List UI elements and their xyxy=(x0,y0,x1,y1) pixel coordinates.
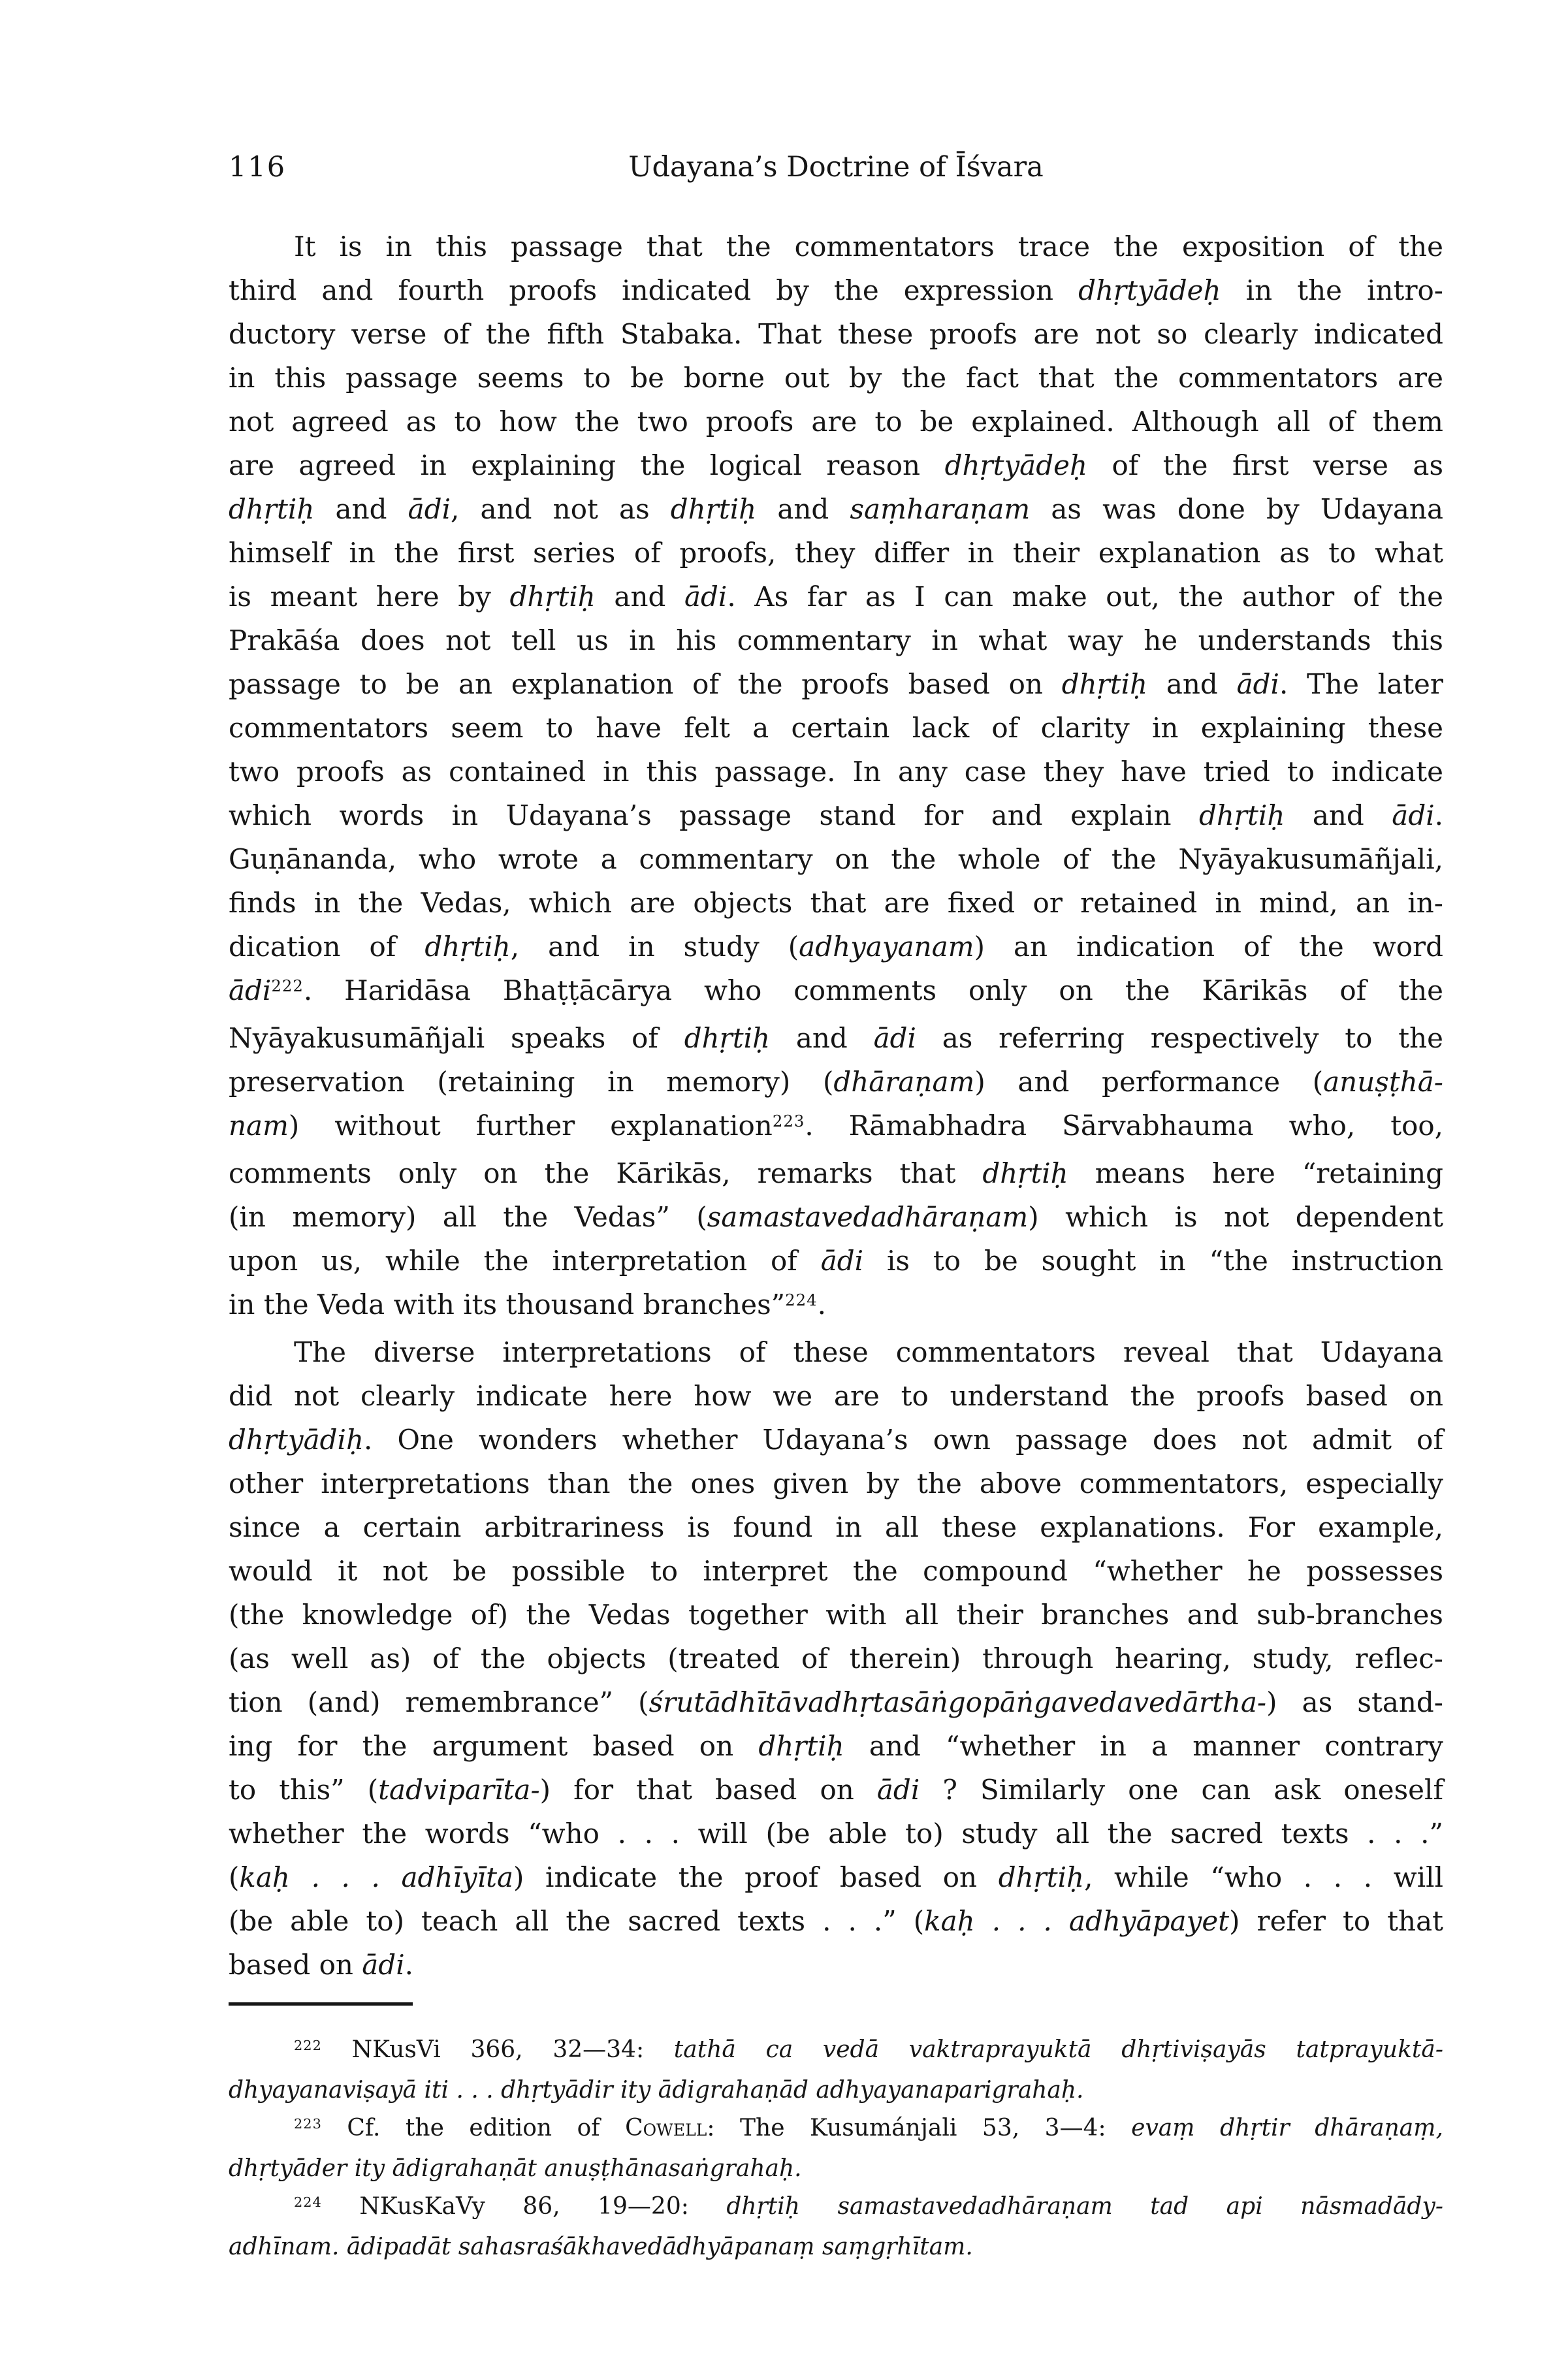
italic-run: tadviparīta- xyxy=(378,1774,540,1806)
text-line xyxy=(229,1330,1443,1374)
text-run: in the Veda with its thousand branches” xyxy=(229,1289,786,1321)
italic-run: dhṛtyādiḥ xyxy=(229,1424,364,1456)
text-run: of the first verse as xyxy=(1087,449,1444,481)
text-run: tion (and) remembrance” ( xyxy=(229,1686,649,1718)
footnote-separator xyxy=(229,2002,413,2006)
text-run: . Rāmabhadra Sārvabhauma who, too, xyxy=(805,1110,1443,1142)
text-line xyxy=(229,969,1443,1016)
text-run: . xyxy=(404,1949,413,1981)
italic-run: dhṛtiḥ xyxy=(670,493,757,525)
text-run: : The Kusumánjali 53, 3—4: xyxy=(707,2115,1132,2141)
text-line xyxy=(229,2150,1443,2188)
text-line xyxy=(229,1812,1443,1855)
text-run: other interpretations than the ones given by the above commentators, especially xyxy=(229,1467,1443,1499)
text-run: did not clearly indicate here how we are to understand the proofs based on xyxy=(229,1380,1443,1412)
italic-run: evaṃ dhṛtir dhāraṇaṃ, xyxy=(1131,2115,1443,2141)
text-run: preservation (retaining in memory) ( xyxy=(229,1066,834,1098)
text-line xyxy=(229,356,1443,400)
text-line xyxy=(229,1418,1443,1462)
text-run: in the intro- xyxy=(1221,274,1443,306)
text-run: as referring respectively to the xyxy=(916,1022,1443,1054)
text-run: ) as stand- xyxy=(1266,1686,1443,1718)
italic-run: kaḥ . . . adhīyīta xyxy=(239,1861,513,1893)
text-run: . Haridāsa Bhaṭṭācārya who comments only on the Kārikās of the xyxy=(303,974,1443,1006)
text-line xyxy=(229,2072,1443,2109)
text-run: and xyxy=(595,581,684,613)
text-run: means here “retaining xyxy=(1068,1157,1444,1189)
italic-run: dhṛtiḥ samastavedadhāraṇam tad api nāsmadādy- xyxy=(726,2193,1443,2220)
italic-run: dhṛtiḥ xyxy=(998,1861,1085,1893)
text-run: since a certain arbitrariness is found in all these explanations. For example, xyxy=(229,1511,1443,1543)
text-run: Guṇānanda, who wrote a commentary on the whole of the Nyāyakusumāñjali, xyxy=(229,843,1443,875)
text-run: which words in Udayana’s passage stand for and explain xyxy=(229,799,1199,831)
text-run: and xyxy=(770,1022,874,1054)
text-line xyxy=(229,793,1443,837)
text-line xyxy=(229,1195,1443,1239)
text-run: The diverse interpretations of these commentators reveal that Udayana xyxy=(294,1336,1443,1368)
italic-run: ādi xyxy=(229,974,272,1006)
text-line xyxy=(229,268,1443,312)
italic-run: dhyayanaviṣayā iti . . . dhṛtyādir ity ādigrahaṇād adhyayanaparigrahaḥ. xyxy=(229,2077,1084,2104)
text-run: . As far as I can make out, the author of the xyxy=(727,581,1443,613)
text-run: (be able to) teach all the sacred texts . . .” ( xyxy=(229,1905,925,1937)
italic-run: ādi xyxy=(1236,668,1279,700)
footnote xyxy=(229,2031,1443,2109)
paragraph xyxy=(229,225,1443,1330)
text-run: finds in the Vedas, which are objects that are fixed or retained in mind, an in- xyxy=(229,887,1443,919)
text-line xyxy=(229,575,1443,618)
text-line xyxy=(229,1374,1443,1418)
text-line xyxy=(229,662,1443,706)
italic-run: adhyayanam xyxy=(799,931,974,963)
text-run: based on xyxy=(229,1949,362,1981)
text-line xyxy=(229,1462,1443,1505)
running-title: Udayana’s Doctrine of Īśvara xyxy=(628,151,1044,184)
page-number: 116 xyxy=(229,151,287,184)
text-run: . The later xyxy=(1279,668,1443,700)
text-run: (in memory) all the Vedas” ( xyxy=(229,1201,707,1233)
text-run: Cf. the edition of xyxy=(321,2115,626,2141)
footnote-ref: 223 xyxy=(294,2115,322,2132)
paragraph xyxy=(229,1330,1443,1987)
text-line xyxy=(229,400,1443,443)
text-run: Nyāyakusumāñjali speaks of xyxy=(229,1022,684,1054)
text-run: would it not be possible to interpret the compound “whether he possesses xyxy=(229,1555,1443,1587)
text-line xyxy=(229,1724,1443,1768)
footnote xyxy=(229,2188,1443,2266)
footnote-ref: 224 xyxy=(294,2194,322,2210)
italic-run: ādi xyxy=(362,1949,405,1981)
footnote-ref: 224 xyxy=(785,1290,818,1309)
text-run: is meant here by xyxy=(229,581,510,613)
text-line xyxy=(229,2109,1443,2150)
text-run: . xyxy=(1434,799,1443,831)
page-header xyxy=(229,148,1443,187)
text-line xyxy=(229,1899,1443,1943)
text-run: NKusVi 366, 32—34: xyxy=(321,2036,674,2063)
text-line xyxy=(229,1283,1443,1330)
footnote-ref: 223 xyxy=(772,1111,805,1130)
text-run: (the knowledge of) the Vedas together with all their branches and sub-branches xyxy=(229,1599,1443,1631)
text-run: as was done by Udayana xyxy=(1030,493,1443,525)
text-run: ) indicate the proof based on xyxy=(513,1861,999,1893)
text-run: himself in the first series of proofs, they differ in their explanation as to what xyxy=(229,537,1443,569)
text-run: third and fourth proofs indicated by the expression xyxy=(229,274,1079,306)
italic-run: samastavedadhāraṇam xyxy=(707,1201,1029,1233)
text-run: , while “who . . . will xyxy=(1084,1861,1443,1893)
text-line xyxy=(229,1593,1443,1637)
text-run: is to be sought in “the instruction xyxy=(863,1245,1444,1277)
italic-run: nam xyxy=(229,1110,289,1142)
italic-run: ādi xyxy=(1392,799,1435,831)
italic-run: ādi xyxy=(684,581,728,613)
text-line xyxy=(229,1104,1443,1151)
text-run: , and in study ( xyxy=(510,931,799,963)
text-line xyxy=(229,1016,1443,1060)
text-run: ductory verse of the fifth Stabaka. That these proofs are not so clearly indicated xyxy=(229,318,1443,350)
text-run: commentators seem to have felt a certain lack of clarity in explaining these xyxy=(229,712,1443,744)
text-run: in this passage seems to be borne out by the fact that the commentators are xyxy=(229,362,1443,394)
text-line xyxy=(229,618,1443,662)
italic-run: dhṛtiḥ xyxy=(982,1157,1068,1189)
text-run: ) for that based on xyxy=(539,1774,877,1806)
text-line xyxy=(229,706,1443,750)
text-run: ) without further explanation xyxy=(288,1110,773,1142)
italic-run: saṃharaṇam xyxy=(850,493,1031,525)
text-line xyxy=(229,1637,1443,1680)
text-run: two proofs as contained in this passage. In any case they have tried to indicate xyxy=(229,756,1443,788)
italic-run: kaḥ . . . adhyāpayet xyxy=(924,1905,1230,1937)
page-body xyxy=(229,225,1443,1987)
italic-run: dhṛtiḥ xyxy=(1061,668,1148,700)
text-run: ? Similarly one can ask oneself xyxy=(920,1774,1443,1806)
italic-run: dhṛtyādeḥ xyxy=(1078,274,1221,306)
text-run: (as well as) of the objects (treated of therein) through hearing, study, reflec- xyxy=(229,1642,1443,1674)
text-line xyxy=(229,1855,1443,1899)
text-run: and xyxy=(1285,799,1392,831)
text-line xyxy=(229,443,1443,487)
text-run: It is in this passage that the commentators trace the exposition of the xyxy=(294,231,1443,263)
text-line xyxy=(229,881,1443,925)
italic-run: dhṛtiḥ xyxy=(684,1022,771,1054)
text-run: . xyxy=(817,1289,826,1321)
text-line xyxy=(229,1943,1443,1987)
text-run: NKusKaVy 86, 19—20: xyxy=(321,2193,727,2220)
text-line xyxy=(229,2228,1443,2266)
text-run: ing for the argument based on xyxy=(229,1730,759,1762)
text-run: ) refer to that xyxy=(1229,1905,1444,1937)
text-run: and “whether in a manner contrary xyxy=(844,1730,1443,1762)
text-run: and xyxy=(1147,668,1237,700)
text-line xyxy=(229,1680,1443,1724)
text-line xyxy=(229,837,1443,881)
text-run: are agreed in explaining the logical reason xyxy=(229,449,945,481)
text-line xyxy=(229,1239,1443,1283)
text-run: upon us, while the interpretation of xyxy=(229,1245,821,1277)
text-run: ( xyxy=(229,1861,240,1893)
italic-run: tathā ca vedā vaktraprayuktā dhṛtiviṣayās tatprayuktā- xyxy=(673,2036,1443,2063)
italic-run: ādi xyxy=(873,1022,916,1054)
text-line xyxy=(229,1151,1443,1195)
italic-run: anuṣṭhā- xyxy=(1323,1066,1443,1098)
text-run: to this” ( xyxy=(229,1774,379,1806)
text-line xyxy=(229,487,1443,531)
text-line xyxy=(229,1549,1443,1593)
italic-run: dhāraṇam xyxy=(833,1066,975,1098)
text-run: and xyxy=(314,493,408,525)
text-run: ) an indication of the word xyxy=(974,931,1443,963)
italic-run: śrutādhītāvadhṛtasāṅgopāṅgavedavedārtha- xyxy=(648,1686,1267,1718)
text-run: whether the words “who . . . will (be able to) study all the sacred texts . . .” xyxy=(229,1818,1443,1850)
italic-run: adhīnam. ādipadāt sahasraśākhavedādhyāpanaṃ saṃgṛhītam. xyxy=(229,2234,973,2260)
italic-run: dhṛtiḥ xyxy=(1199,799,1285,831)
italic-run: dhṛtiḥ xyxy=(758,1730,844,1762)
text-line xyxy=(229,1060,1443,1104)
text-line xyxy=(229,312,1443,356)
italic-run: ādi xyxy=(876,1774,920,1806)
text-line xyxy=(229,531,1443,575)
text-run: passage to be an explanation of the proofs based on xyxy=(229,668,1062,700)
footnotes xyxy=(229,2031,1443,2266)
text-run: ) which is not dependent xyxy=(1028,1201,1443,1233)
text-run: comments only on the Kārikās, remarks that xyxy=(229,1157,983,1189)
text-run: . One wonders whether Udayana’s own passage does not admit of xyxy=(364,1424,1443,1456)
text-run: not agreed as to how the two proofs are to be explained. Although all of them xyxy=(229,406,1443,438)
italic-run: dhṛtiḥ xyxy=(424,931,511,963)
small-caps-run: Cowell xyxy=(625,2115,707,2141)
text-run: Prakāśa does not tell us in his commentary in what way he understands this xyxy=(229,624,1443,656)
footnote-ref: 222 xyxy=(294,2037,322,2053)
footnote xyxy=(229,2109,1443,2188)
text-line xyxy=(229,1505,1443,1549)
text-run: dication of xyxy=(229,931,425,963)
italic-run: dhṛtiḥ xyxy=(509,581,596,613)
text-run: , and not as xyxy=(451,493,671,525)
italic-run: dhṛtyādeḥ xyxy=(944,449,1088,481)
italic-run: dhṛtiḥ xyxy=(229,493,315,525)
italic-run: dhṛtyāder ity ādigrahaṇāt anuṣṭhānasaṅgrahaḥ. xyxy=(229,2155,802,2182)
text-line xyxy=(229,225,1443,268)
text-run: and xyxy=(756,493,850,525)
text-line xyxy=(229,750,1443,793)
italic-run: ādi xyxy=(820,1245,864,1277)
italic-run: ādi xyxy=(408,493,451,525)
text-line xyxy=(229,2188,1443,2228)
text-line xyxy=(229,1768,1443,1812)
text-run: ) and performance ( xyxy=(974,1066,1324,1098)
footnote-ref: 222 xyxy=(271,976,304,995)
text-line xyxy=(229,2031,1443,2072)
text-line xyxy=(229,925,1443,969)
